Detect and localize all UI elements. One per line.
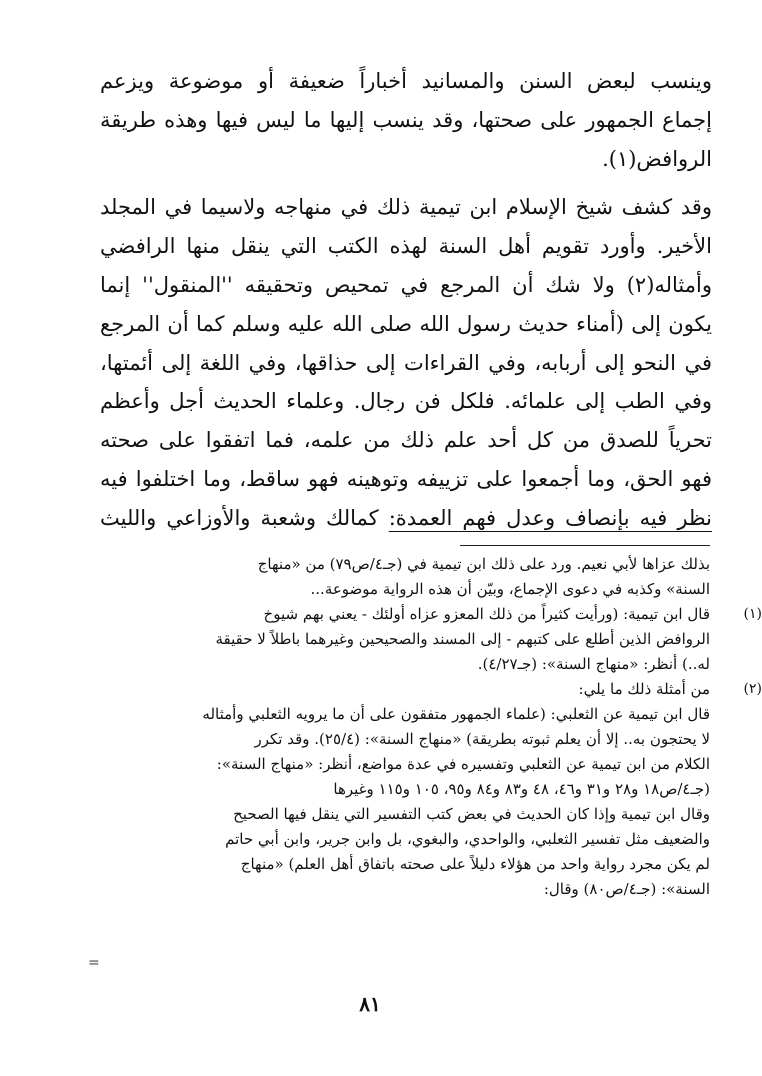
footnote-number: (١) [743, 606, 762, 622]
text-line-underlined: نظر فيه بإنصاف وعدل فهم العمدة: كمالك وشعبة والأوزاعي والليث [100, 505, 713, 530]
underlined-phrase: نظر فيه بإنصاف وعدل فهم العمدة: [388, 505, 713, 530]
margin-mark: = [88, 955, 100, 971]
footnote-number: (٢) [743, 681, 762, 697]
text-line: تحرياً للصدق من كل أحد علم ذلك من علمه، فما اتفقوا على صحته [100, 428, 712, 453]
footnote-line: الكلام من ابن تيمية عن الثعلبي وتفسيره في عدة مواضع، أنظر: «منهاج السنة»: [216, 755, 710, 773]
footnote-separator [460, 545, 710, 546]
footnote-line: وقال ابن تيمية وإذا كان الحديث في بعض كتب التفسير التي ينقل فيها الصحيح [233, 805, 710, 823]
footnote-line: قال ابن تيمية عن الثعلبي: (علماء الجمهور متفقون على أن ما يرويه الثعلبي وأمثاله [202, 705, 710, 723]
footnote-line: السنة»: (جـ٤/ص٨٠) وقال: [543, 880, 710, 898]
text-line: الروافض(١). [602, 146, 712, 171]
main-text [100, 62, 712, 538]
footnote-text: قال ابن تيمية: (ورأيت كثيراً من ذلك المعزو عزاه أولئك - يعني بهم شيوخ [263, 605, 710, 623]
footnote-line: (جـ٤/ص١٨ و٢٨ و٣١ و٤٦، ٤٨ و٨٣ و٨٤ و٩٥، ١٠٥ و١١٥ وغيرها [333, 780, 710, 798]
text-line: يكون إلى (أمناء حديث رسول الله صلى الله عليه وسلم كما أن المرجع [100, 311, 712, 336]
footnote-line: والضعيف مثل تفسير الثعلبي، والواحدي، والبغوي، بل وابن جرير، وابن أبي حاتم [225, 830, 710, 848]
footnote-line: الروافض الذين أطلع على كتبهم - إلى المسند والصحيحين وغيرهما باطلاً لا حقيقة [215, 630, 710, 648]
text-line: وقد كشف شيخ الإسلام ابن تيمية ذلك في منهاجه ولاسيما في المجلد [100, 195, 712, 220]
text-line: وأمثاله(٢) ولا شك أن المرجع في تمحيص وتحقيقه ''المنقول'' إنما [100, 272, 712, 297]
footnote-line: بذلك عزاها لأبي نعيم. ورد على ذلك ابن تيمية في (جـ٤/ص٧٩) من «منهاج [257, 555, 710, 573]
text-line: الأخير. وأورد تقويم أهل السنة لهذه الكتب التي ينقل منها الرافضي [100, 234, 712, 259]
footnote-line: السنة» وكذبه في دعوى الإجماع، وبيّن أن هذه الرواية موضوعة... [310, 580, 710, 598]
footnote-text: من أمثلة ذلك ما يلي: [578, 680, 710, 698]
footnote-line: لا يحتجون به.. إلا أن يعلم ثبوته بطريقة) «منهاج السنة»: (٢٥/٤). وقد تكرر [254, 730, 710, 748]
footnotes [100, 552, 762, 902]
paragraph-gap [100, 178, 712, 188]
footnote-2-first-line [100, 677, 762, 702]
footnote-line: لم يكن مجرد رواية واحد من هؤلاء دليلاً على صحته باتفاق أهل العلم) «منهاج [240, 855, 710, 873]
text-line: إجماع الجمهور على صحتها، وقد ينسب إليها ما ليس فيها وهذه طريقة [100, 107, 712, 132]
footnote-1-first-line [100, 602, 762, 627]
text-line: وفي الطب إلى علمائه. فلكل فن رجال. وعلماء الحديث أجل وأعظم [100, 389, 712, 414]
text-line: في النحو إلى أربابه، وفي القراءات إلى حذاقها، وفي اللغة إلى أئمتها، [100, 350, 712, 375]
text-line: فهو الحق، وما أجمعوا على تزييفه وتوهينه فهو ساقط، وما اختلفوا فيه [100, 466, 712, 491]
footnote-line: له..) أنظر: «منهاج السنة»: (جـ٤/٢٧). [477, 655, 710, 673]
page-number: ٨١ [359, 992, 381, 1016]
text-line: وينسب لبعض السنن والمسانيد أخباراً ضعيفة أو موضوعة ويزعم [100, 69, 712, 93]
